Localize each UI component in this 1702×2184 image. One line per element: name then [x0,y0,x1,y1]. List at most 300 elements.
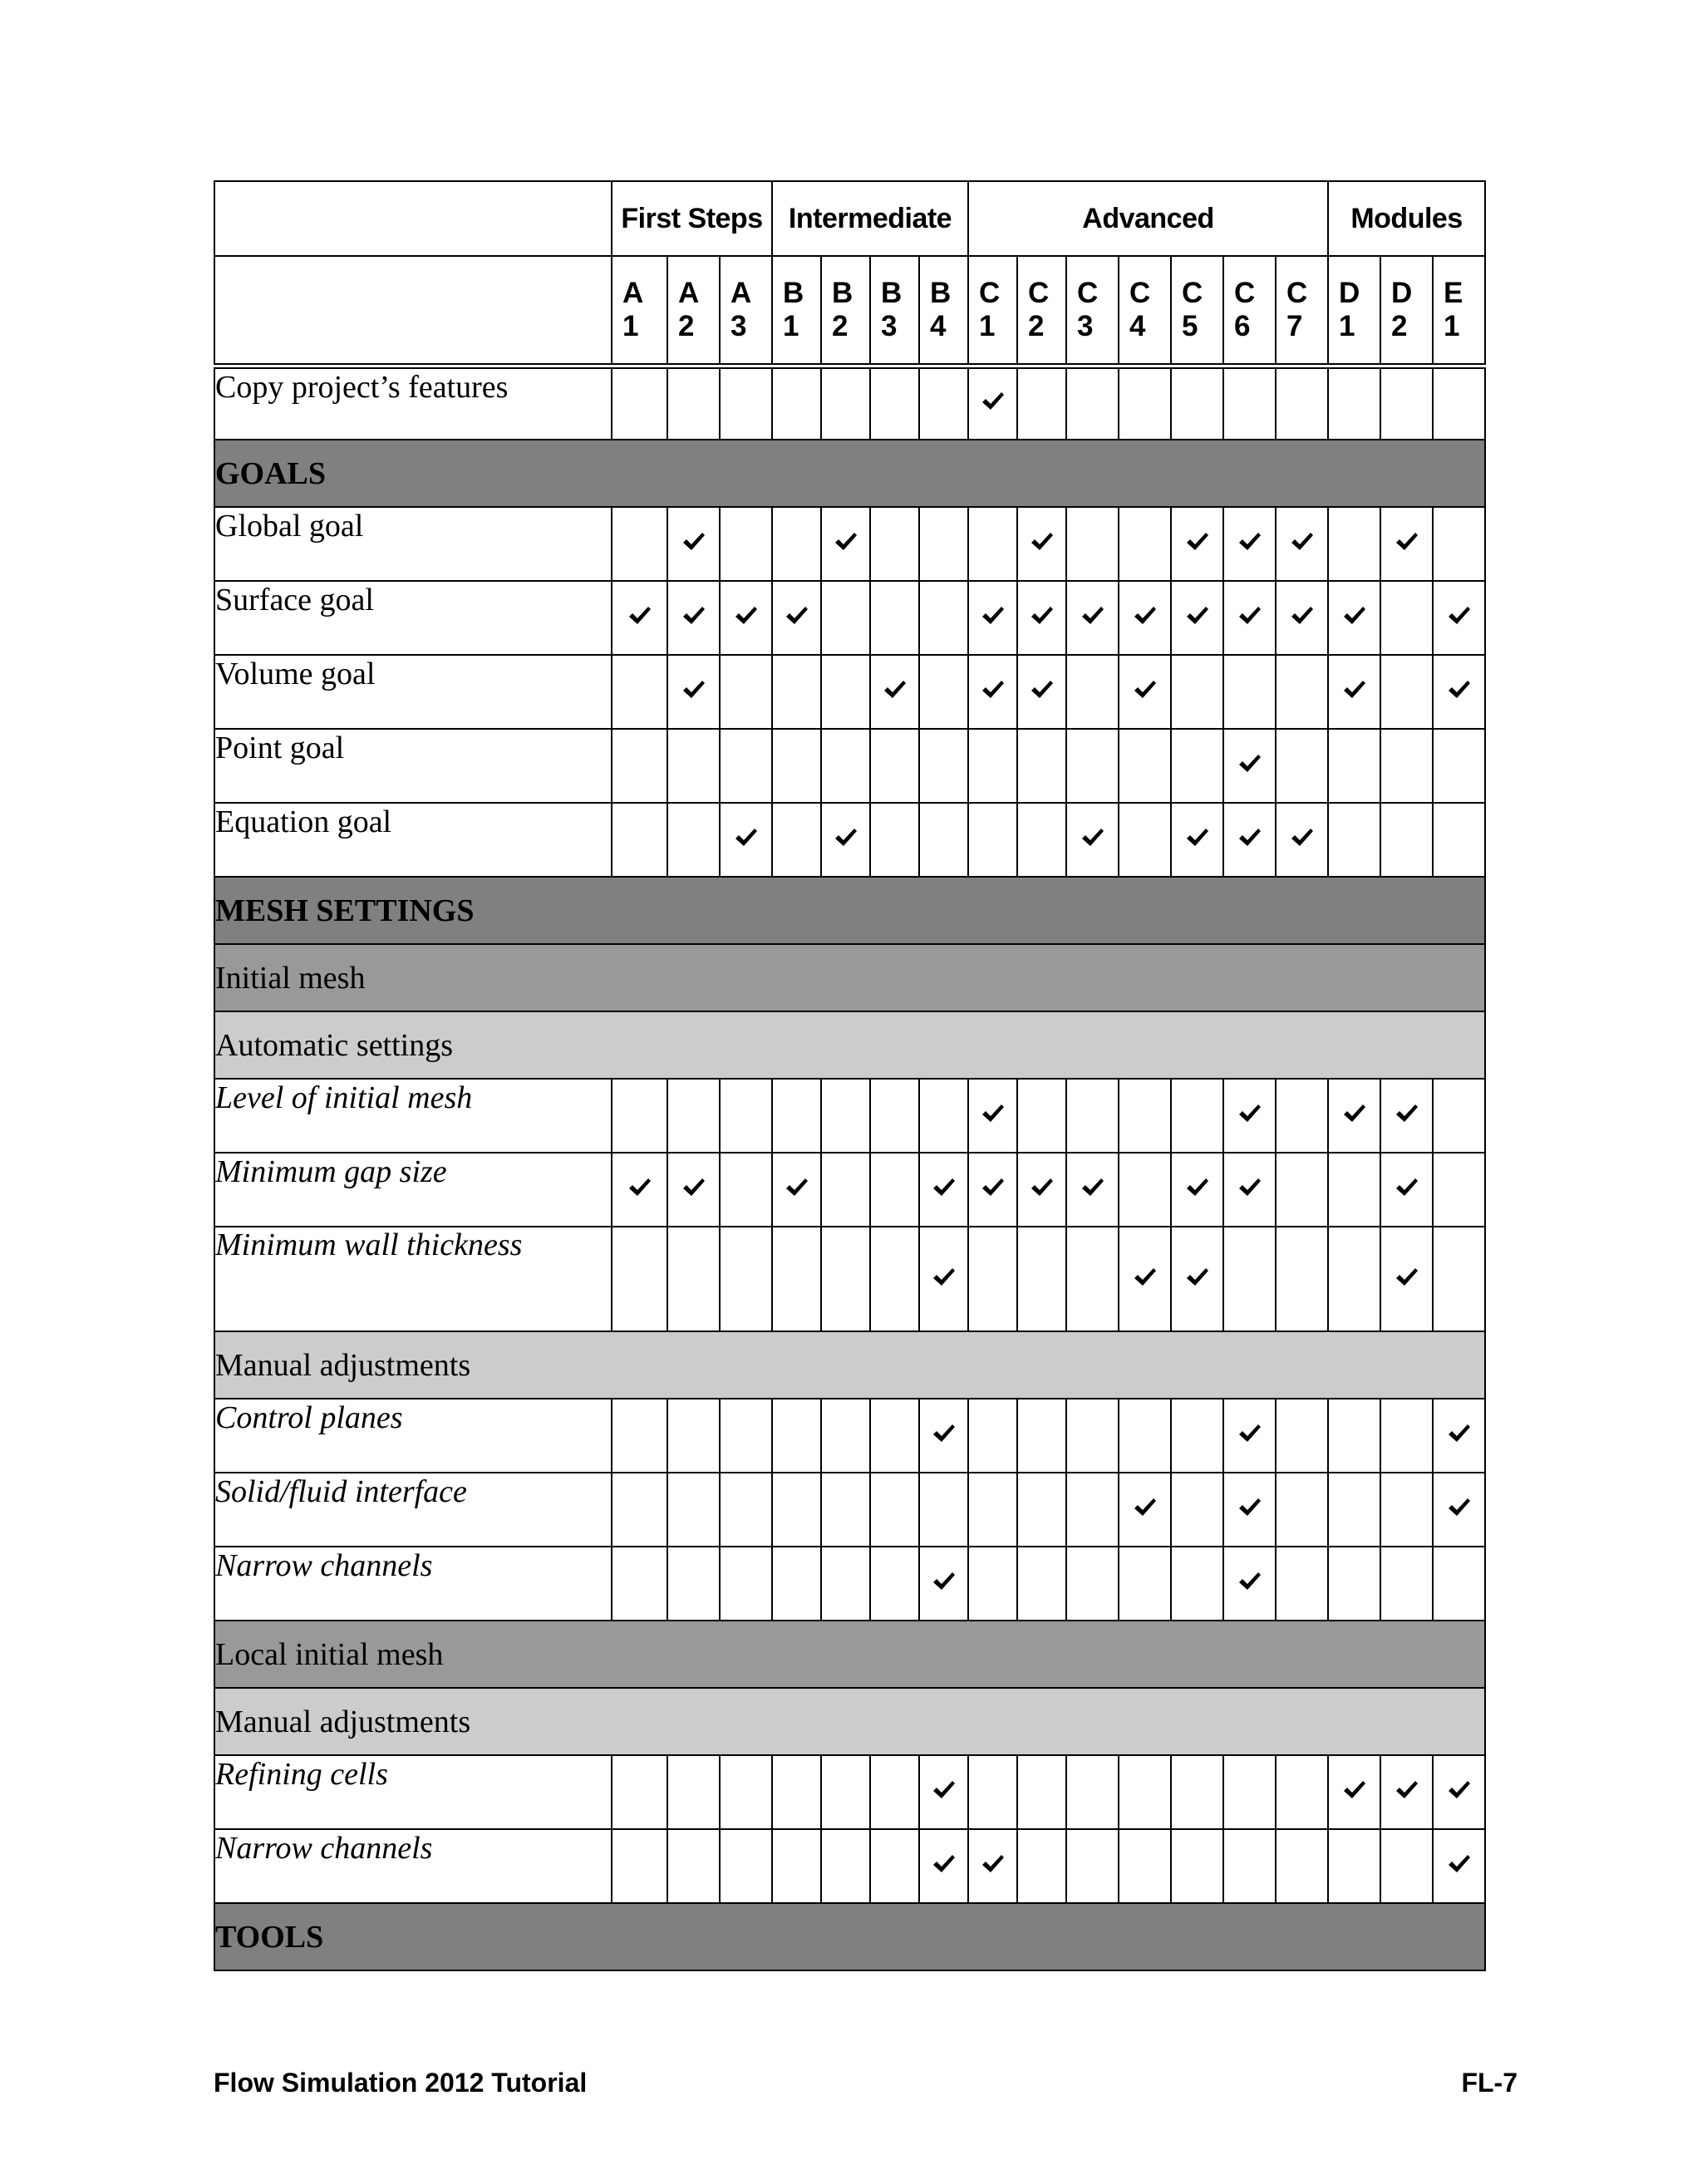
checkmark-icon [1031,680,1054,700]
check-cell [667,581,720,655]
check-cell [1017,1399,1066,1473]
check-cell [1171,1227,1223,1331]
check-cell [1328,1399,1380,1473]
check-cell [1380,655,1433,729]
checkmark-icon [1448,606,1471,626]
check-cell [821,1547,870,1621]
checkmark-icon [1448,1780,1471,1800]
check-cell [1276,1755,1328,1829]
check-cell [612,1755,667,1829]
check-cell [1276,1399,1328,1473]
check-cell [870,1829,919,1903]
check-cell [1066,1473,1119,1547]
column-header-b2 [821,256,870,366]
check-cell [1223,1227,1276,1331]
check-cell [720,655,772,729]
check-cell [612,581,667,655]
check-cell [720,507,772,581]
checkmark-icon [1186,1267,1209,1287]
check-cell [1328,729,1380,803]
check-cell [772,655,821,729]
check-cell [968,366,1017,440]
check-cell [919,581,968,655]
section-row [214,877,1485,944]
check-cell [870,1079,919,1153]
checkmark-icon [1395,1780,1419,1800]
check-cell [612,1153,667,1227]
column-letter: B [930,276,952,309]
feature-label: Volume goal [214,655,612,729]
feature-label: Narrow channels [214,1829,612,1903]
section-label: TOOLS [214,1903,1485,1970]
check-cell [1119,1227,1171,1331]
feature-label: Level of initial mesh [214,1079,612,1153]
check-cell [870,1227,919,1331]
section-label: Automatic settings [214,1011,1485,1079]
checkmark-icon [1238,828,1262,848]
table-row [214,1227,1485,1331]
check-cell [1433,366,1485,440]
checkmark-icon [981,680,1005,700]
checkmark-icon [1031,606,1054,626]
table-row [214,1829,1485,1903]
check-cell [1066,1399,1119,1473]
check-cell [720,1829,772,1903]
check-cell [1328,803,1380,877]
table-row [214,1755,1485,1829]
column-letter: B [832,276,853,309]
check-cell [1380,1547,1433,1621]
feature-label: Minimum gap size [214,1153,612,1227]
check-cell [667,803,720,877]
check-cell [1433,729,1485,803]
column-header-c3 [1066,256,1119,366]
checkmark-icon [785,1178,809,1198]
feature-label: Narrow channels [214,1547,612,1621]
check-cell [821,1399,870,1473]
check-cell [821,1079,870,1153]
check-cell [1066,1153,1119,1227]
column-letter: E [1444,276,1463,309]
check-cell [1171,1473,1223,1547]
check-cell [720,1755,772,1829]
checkmark-icon [1186,606,1209,626]
check-cell [1171,803,1223,877]
check-cell [720,803,772,877]
checkmark-icon [735,606,758,626]
check-cell [968,507,1017,581]
checkmark-icon [1238,532,1262,552]
checkmark-icon [1395,1104,1419,1124]
column-letter: D [1391,276,1413,309]
check-cell [772,1829,821,1903]
check-cell [1017,1079,1066,1153]
check-cell [919,1829,968,1903]
check-cell [1171,1755,1223,1829]
check-cell [821,1755,870,1829]
checkmark-icon [1186,532,1209,552]
column-header-a3 [720,256,772,366]
checkmark-icon [1031,1178,1054,1198]
check-cell [772,1227,821,1331]
check-cell [1328,366,1380,440]
table-row [214,1153,1485,1227]
check-cell [919,366,968,440]
checkmark-icon [1448,1854,1471,1874]
check-cell [772,729,821,803]
check-cell [667,366,720,440]
check-cell [968,1547,1017,1621]
check-cell [1276,1473,1328,1547]
checkmark-icon [1395,532,1419,552]
check-cell [667,729,720,803]
check-cell [870,507,919,581]
group-header-first-steps: First Steps [612,181,772,256]
checkmark-icon [1395,1267,1419,1287]
column-number: 1 [622,309,639,342]
checkmark-icon [1031,532,1054,552]
check-cell [1119,655,1171,729]
check-cell [1119,1755,1171,1829]
check-cell [1223,1547,1276,1621]
feature-label: Copy project’s features [214,366,612,440]
check-cell [1066,1547,1119,1621]
check-cell [1433,1829,1485,1903]
check-cell [870,655,919,729]
check-cell [1066,366,1119,440]
check-cell [1171,507,1223,581]
check-cell [720,1079,772,1153]
tutorial-feature-table [214,180,1486,1971]
checkmark-icon [883,680,907,700]
check-cell [1119,729,1171,803]
check-cell [1276,366,1328,440]
check-cell [1223,1079,1276,1153]
check-cell [1171,729,1223,803]
check-cell [968,729,1017,803]
check-cell [612,1399,667,1473]
check-cell [1380,1079,1433,1153]
section-label: Manual adjustments [214,1331,1485,1399]
check-cell [1223,655,1276,729]
check-cell [612,1079,667,1153]
check-cell [870,581,919,655]
check-cell [1276,1227,1328,1331]
check-cell [1276,1153,1328,1227]
check-cell [1433,1079,1485,1153]
check-cell [1223,1399,1276,1473]
check-cell [919,1153,968,1227]
check-cell [1276,1829,1328,1903]
column-number: 5 [1182,309,1198,342]
column-header-a1 [612,256,667,366]
check-cell [720,366,772,440]
check-cell [720,581,772,655]
check-cell [968,803,1017,877]
check-cell [1223,1755,1276,1829]
check-cell [612,366,667,440]
column-number: 4 [930,309,947,342]
check-cell [772,1547,821,1621]
check-cell [772,366,821,440]
check-cell [1328,1153,1380,1227]
column-letter: A [622,276,644,309]
column-header-b1 [772,256,821,366]
check-cell [1066,729,1119,803]
table-row [214,1547,1485,1621]
checkmark-icon [682,532,706,552]
check-cell [720,1473,772,1547]
check-cell [1433,803,1485,877]
section-label: MESH SETTINGS [214,877,1485,944]
checkmark-icon [932,1424,956,1444]
checkmark-icon [981,1854,1005,1874]
feature-label: Solid/fluid interface [214,1473,612,1547]
check-cell [821,507,870,581]
check-cell [968,1153,1017,1227]
check-cell [870,1755,919,1829]
check-cell [919,729,968,803]
checkmark-icon [1134,1498,1157,1517]
table-row [214,507,1485,581]
check-cell [821,655,870,729]
check-cell [870,1153,919,1227]
check-cell [1017,803,1066,877]
checkmark-icon [1238,1498,1262,1517]
check-cell [919,507,968,581]
section-row [214,440,1485,507]
check-cell [1119,1399,1171,1473]
check-cell [1017,1755,1066,1829]
check-cell [1066,1755,1119,1829]
column-header-b4 [919,256,968,366]
check-cell [612,507,667,581]
check-cell [1433,581,1485,655]
column-header-c6 [1223,256,1276,366]
check-cell [919,1079,968,1153]
checkmark-icon [932,1780,956,1800]
checkmark-icon [1238,606,1262,626]
check-cell [870,729,919,803]
page-number: FL-7 [1461,2068,1518,2098]
table-row [214,1079,1485,1153]
check-cell [1223,366,1276,440]
check-cell [919,1547,968,1621]
check-cell [968,1829,1017,1903]
checkmark-icon [628,1178,652,1198]
check-cell [612,1227,667,1331]
check-cell [1017,581,1066,655]
checkmark-icon [981,1104,1005,1124]
check-cell [821,1227,870,1331]
checkmark-icon [1081,606,1104,626]
check-cell [1017,1473,1066,1547]
group-header-modules: Modules [1328,181,1485,256]
column-letter: C [1286,276,1308,309]
checkmark-icon [1238,1572,1262,1591]
check-cell [968,1227,1017,1331]
check-cell [1380,1399,1433,1473]
check-cell [1171,366,1223,440]
checkmark-icon [932,1178,956,1198]
check-cell [1433,1153,1485,1227]
check-cell [968,655,1017,729]
checkmark-icon [1343,1780,1366,1800]
checkmark-icon [735,828,758,848]
feature-label: Surface goal [214,581,612,655]
checkmark-icon [1186,1178,1209,1198]
feature-label: Point goal [214,729,612,803]
check-cell [772,1153,821,1227]
check-cell [1380,1829,1433,1903]
check-cell [772,507,821,581]
column-number: 1 [979,309,996,342]
check-cell [1017,1153,1066,1227]
column-letter: C [979,276,1001,309]
check-cell [1119,1547,1171,1621]
check-cell [1380,1227,1433,1331]
check-cell [821,1153,870,1227]
check-cell [667,1153,720,1227]
check-cell [1017,1547,1066,1621]
checkmark-icon [932,1267,956,1287]
check-cell [1017,729,1066,803]
check-cell [870,1473,919,1547]
feature-label: Minimum wall thickness [214,1227,612,1331]
check-cell [667,1755,720,1829]
check-cell [1119,1153,1171,1227]
check-cell [1223,729,1276,803]
check-cell [1119,1473,1171,1547]
column-number: 3 [881,309,898,342]
check-cell [968,1473,1017,1547]
check-cell [1328,581,1380,655]
checkmark-icon [1134,1267,1157,1287]
table-row [214,729,1485,803]
check-cell [1171,655,1223,729]
check-cell [1328,1755,1380,1829]
check-cell [772,803,821,877]
check-cell [720,1227,772,1331]
checkmark-icon [1343,1104,1366,1124]
check-cell [1380,729,1433,803]
column-letter: D [1339,276,1360,309]
check-cell [772,1755,821,1829]
check-cell [919,803,968,877]
checkmark-icon [834,532,858,552]
column-letter: C [1028,276,1050,309]
check-cell [1171,1829,1223,1903]
check-cell [1119,366,1171,440]
check-cell [1223,507,1276,581]
check-cell [870,366,919,440]
check-cell [1433,1227,1485,1331]
column-number: 7 [1286,309,1303,342]
section-row [214,1621,1485,1688]
checkmark-icon [682,680,706,700]
section-row [214,1903,1485,1970]
checkmark-icon [1081,828,1104,848]
check-cell [1380,366,1433,440]
column-header-a2 [667,256,720,366]
check-cell [1017,1829,1066,1903]
table-row [214,581,1485,655]
section-label: Initial mesh [214,944,1485,1011]
section-row [214,1011,1485,1079]
check-cell [870,1547,919,1621]
check-cell [720,729,772,803]
column-letter: A [678,276,700,309]
check-cell [1066,581,1119,655]
column-header-d2 [1380,256,1433,366]
table-row [214,1473,1485,1547]
check-cell [1433,1473,1485,1547]
checkmark-icon [981,606,1005,626]
column-header-c2 [1017,256,1066,366]
check-cell [1066,1829,1119,1903]
check-cell [1171,581,1223,655]
check-cell [772,1473,821,1547]
feature-label: Equation goal [214,803,612,877]
section-label: Local initial mesh [214,1621,1485,1688]
checkmark-icon [981,1178,1005,1198]
check-cell [1276,803,1328,877]
feature-label: Refining cells [214,1755,612,1829]
check-cell [1380,803,1433,877]
check-cell [772,1399,821,1473]
check-cell [821,1829,870,1903]
check-cell [612,655,667,729]
column-number: 2 [832,309,849,342]
check-cell [1328,1227,1380,1331]
check-cell [821,366,870,440]
column-letter: B [783,276,804,309]
section-row [214,1331,1485,1399]
check-cell [720,1153,772,1227]
table-row [214,803,1485,877]
check-cell [1328,1473,1380,1547]
check-cell [968,1399,1017,1473]
column-letter: C [1129,276,1151,309]
check-cell [1276,1547,1328,1621]
column-number: 6 [1234,309,1251,342]
check-cell [1171,1079,1223,1153]
check-cell [667,1399,720,1473]
check-cell [1066,1227,1119,1331]
check-cell [1223,1473,1276,1547]
check-cell [720,1399,772,1473]
column-number: 1 [783,309,799,342]
checkmark-icon [1395,1178,1419,1198]
check-cell [1276,1079,1328,1153]
check-cell [1119,507,1171,581]
header-blank-cell [214,181,612,256]
column-letter: C [1182,276,1203,309]
column-number: 2 [1028,309,1045,342]
check-cell [1017,366,1066,440]
check-cell [919,1473,968,1547]
check-cell [1433,1755,1485,1829]
column-number: 2 [1391,309,1408,342]
checkmark-icon [1238,1424,1262,1444]
checkmark-icon [1134,606,1157,626]
check-cell [1119,803,1171,877]
check-cell [1433,1399,1485,1473]
check-cell [1433,1547,1485,1621]
section-row [214,1688,1485,1755]
check-cell [612,1829,667,1903]
check-cell [1223,1829,1276,1903]
